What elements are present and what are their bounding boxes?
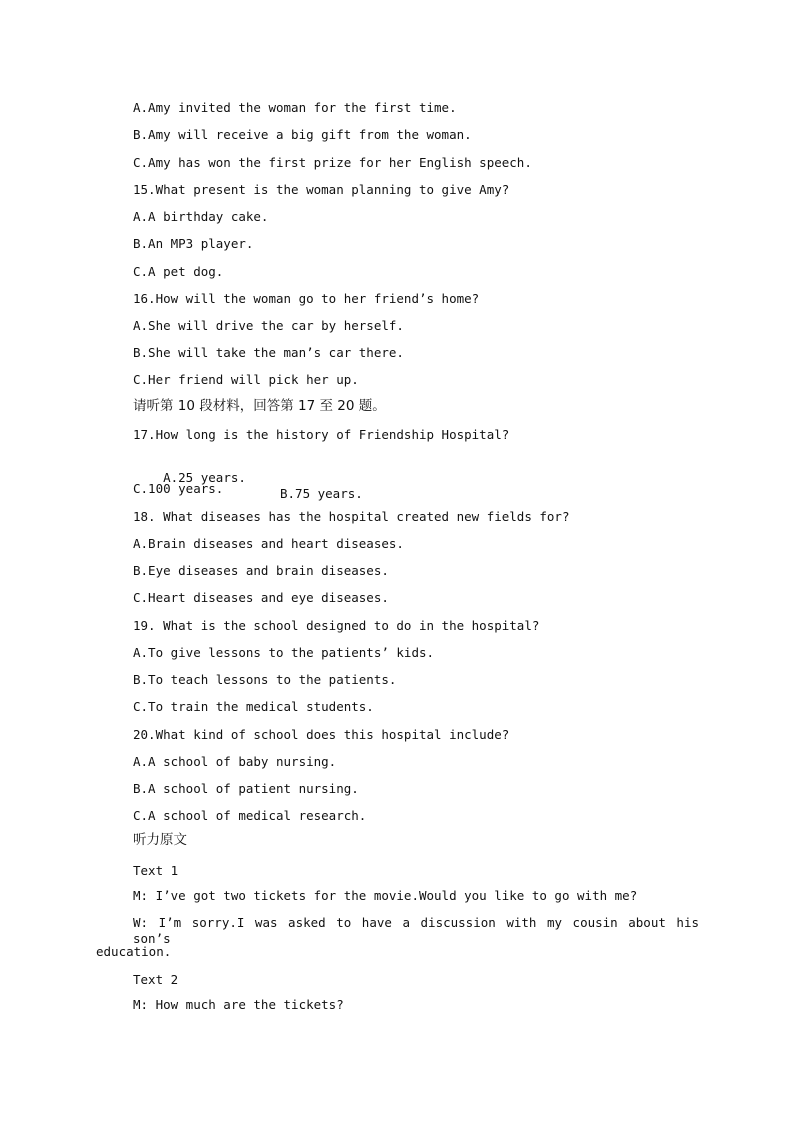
q20-option-a: A.A school of baby nursing.: [133, 754, 337, 769]
q15-option-a: A.A birthday cake.: [133, 209, 269, 224]
q18-question: 18. What diseases has the hospital created new fields for?: [133, 509, 570, 524]
q20-question: 20.What kind of school does this hospital include?: [133, 727, 510, 742]
q20-option-b: B.A school of patient nursing.: [133, 781, 359, 796]
q20-option-c: C.A school of medical research.: [133, 808, 367, 823]
q15-option-c: C.A pet dog.: [133, 264, 224, 279]
q16-option-a: A.She will drive the car by herself.: [133, 318, 404, 333]
q19-question: 19. What is the school designed to do in the hospital?: [133, 618, 540, 633]
text2-man-line: M: How much are the tickets?: [133, 997, 344, 1012]
q19-option-c: C.To train the medical students.: [133, 699, 374, 714]
q14-option-a: A.Amy invited the woman for the first time.: [133, 100, 457, 115]
section-instruction: 请听第 10 段材料，回答第 17 至 20 题。: [133, 398, 386, 414]
q19-option-a: A.To give lessons to the patients’ kids.: [133, 645, 435, 660]
q19-option-b: B.To teach lessons to the patients.: [133, 672, 397, 687]
transcript-heading: 听力原文: [133, 832, 187, 848]
q17-option-a: A.25 years.: [163, 470, 246, 485]
q16-option-c: C.Her friend will pick her up.: [133, 372, 359, 387]
text1-label: Text 1: [133, 863, 179, 878]
text2-label: Text 2: [133, 972, 179, 987]
q15-option-b: B.An MP3 player.: [133, 236, 254, 251]
q14-option-b: B.Amy will receive a big gift from the woman.: [133, 127, 472, 142]
q17-option-b: B.75 years.: [280, 486, 363, 501]
q16-option-b: B.She will take the man’s car there.: [133, 345, 404, 360]
q16-question: 16.How will the woman go to her friend’s home?: [133, 291, 480, 306]
q18-option-c: C.Heart diseases and eye diseases.: [133, 590, 389, 605]
q18-option-a: A.Brain diseases and heart diseases.: [133, 536, 404, 551]
text1-woman-line-continued: education.: [96, 944, 172, 959]
q15-question: 15.What present is the woman planning to give Amy?: [133, 182, 510, 197]
q18-option-b: B.Eye diseases and brain diseases.: [133, 563, 389, 578]
text1-man-line: M: I’ve got two tickets for the movie.Would you like to go with me?: [133, 888, 638, 903]
q17-option-c: C.100 years.: [133, 481, 224, 496]
q14-option-c: C.Amy has won the first prize for her English speech.: [133, 155, 532, 170]
text1-woman-line: W: I’m sorry.I was asked to have a discussion with my cousin about his son’s: [133, 915, 699, 946]
q17-question: 17.How long is the history of Friendship Hospital?: [133, 427, 510, 442]
